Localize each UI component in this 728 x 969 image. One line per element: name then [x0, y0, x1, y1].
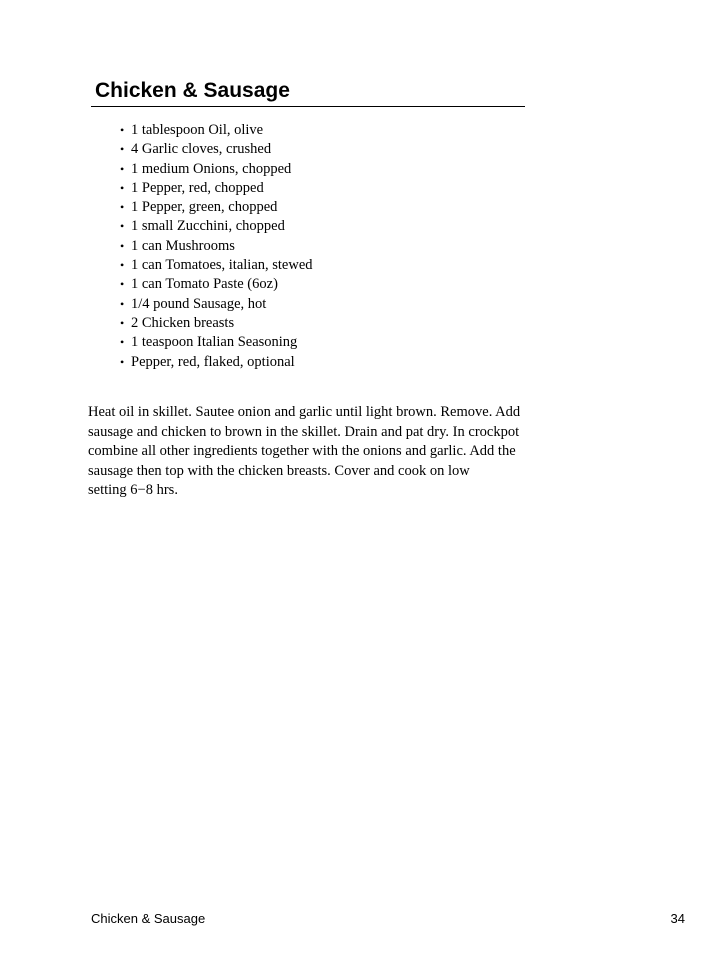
- bullet-icon: •: [120, 123, 125, 137]
- ingredient-item: [120, 217, 313, 236]
- ingredient-list: [120, 121, 313, 372]
- bullet-icon: •: [120, 296, 125, 311]
- bullet-icon: •: [120, 200, 125, 215]
- recipe-title: Chicken & Sausage: [95, 79, 290, 102]
- recipe-directions: [88, 403, 598, 501]
- ingredient-text: 1 Pepper, red, chopped: [131, 179, 264, 196]
- ingredient-item: [120, 256, 313, 275]
- bullet-icon: •: [120, 238, 125, 253]
- ingredient-item: [120, 237, 313, 256]
- directions-line: Heat oil in skillet. Sautee onion and garlic until light brown. Remove. Add: [88, 404, 521, 420]
- ingredient-text: Pepper, red, flaked, optional: [131, 353, 295, 370]
- ingredient-item: [120, 353, 313, 372]
- ingredient-text: 1 small Zucchini, chopped: [131, 218, 285, 235]
- ingredient-item: [120, 275, 313, 294]
- ingredient-text: 1 teaspoon Italian Seasoning: [131, 334, 298, 351]
- ingredient-item: [120, 121, 313, 140]
- directions-line: sausage and chicken to brown in the skillet. Drain and pat dry. In crockpot: [88, 423, 520, 440]
- ingredient-text: 2 Chicken breasts: [131, 314, 235, 331]
- ingredient-text: 1/4 pound Sausage, hot: [131, 295, 267, 312]
- ingredient-text: 1 can Mushrooms: [131, 237, 235, 254]
- ingredient-item: [120, 179, 313, 198]
- bullet-icon: •: [120, 277, 125, 292]
- bullet-icon: •: [120, 354, 125, 369]
- directions-line: sausage then top with the chicken breasts. Cover and cook on low: [88, 462, 470, 479]
- bullet-icon: •: [120, 180, 125, 195]
- bullet-icon: •: [120, 315, 125, 330]
- ingredient-item: [120, 295, 313, 314]
- ingredient-item: [120, 160, 313, 179]
- directions-line: setting 6−8 hrs.: [88, 482, 178, 498]
- ingredient-item: [120, 333, 313, 352]
- title-underline: [91, 106, 525, 107]
- ingredient-item: [120, 314, 313, 333]
- footer-title: Chicken & Sausage: [91, 911, 206, 926]
- ingredient-text: 1 can Tomatoes, italian, stewed: [131, 257, 313, 274]
- bullet-icon: •: [120, 335, 125, 350]
- bullet-icon: •: [120, 161, 125, 176]
- bullet-icon: •: [120, 142, 125, 157]
- ingredient-item: [120, 140, 313, 159]
- ingredient-text: 4 Garlic cloves, crushed: [131, 141, 272, 158]
- page-number: 34: [670, 911, 685, 926]
- bullet-icon: •: [120, 219, 125, 234]
- bullet-icon: •: [120, 258, 125, 273]
- ingredient-text: 1 medium Onions, chopped: [131, 160, 292, 177]
- ingredient-text: 1 Pepper, green, chopped: [131, 199, 278, 216]
- ingredient-item: [120, 198, 313, 217]
- ingredient-text: 1 tablespoon Oil, olive: [131, 122, 264, 138]
- directions-line: combine all other ingredients together with the onions and garlic. Add the: [88, 443, 516, 459]
- ingredient-text: 1 can Tomato Paste (6oz): [131, 276, 278, 293]
